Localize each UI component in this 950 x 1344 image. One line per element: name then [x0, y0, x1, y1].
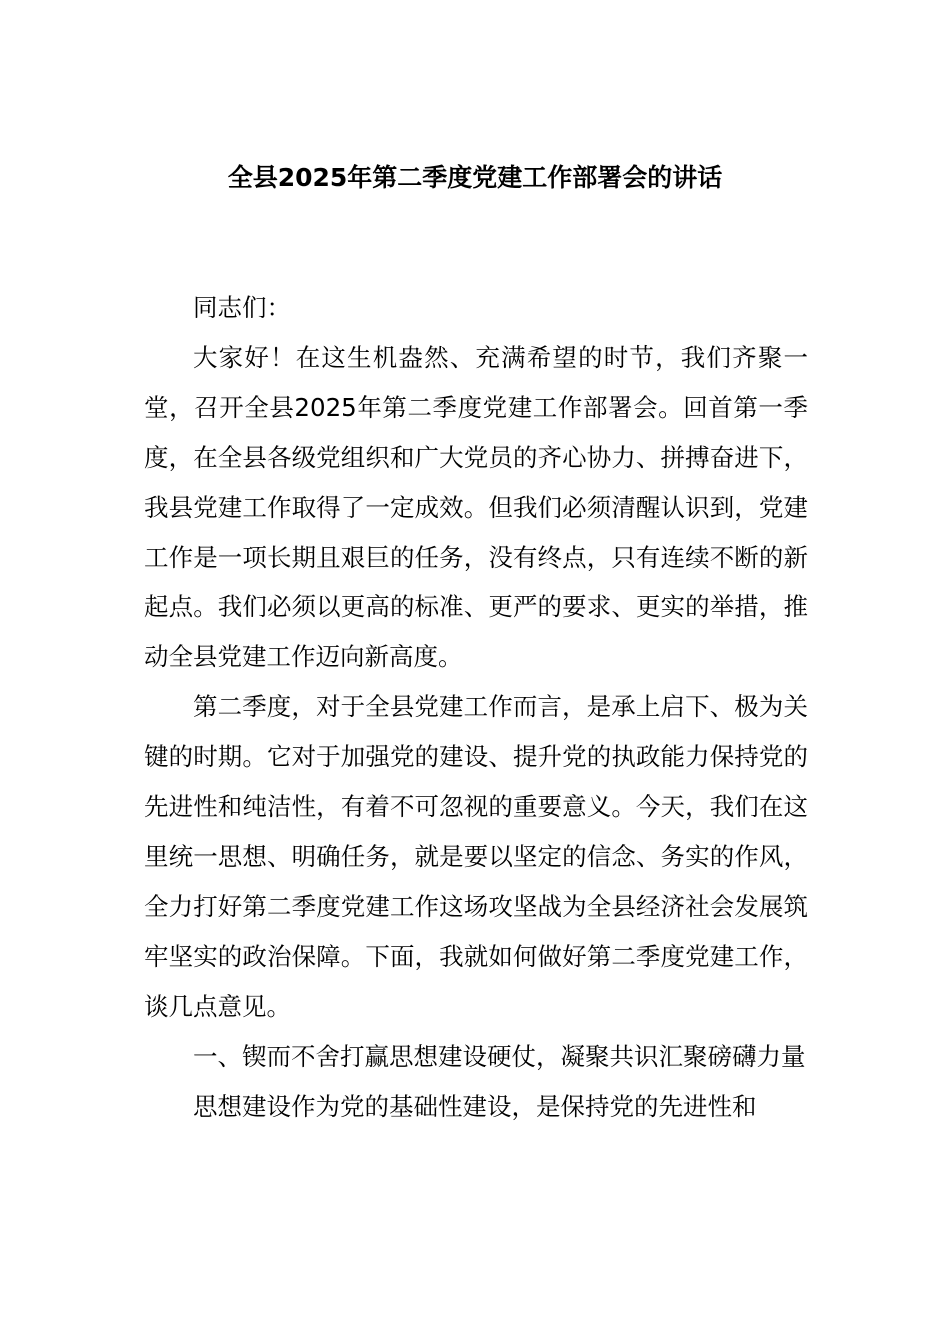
opening-paragraph: 大家好！在这生机盎然、充满希望的时节，我们齐聚一堂，召开全县2025年第二季度党建工作部署会。回首第一季度，在全县各级党组织和广大党员的齐心协力、拼搏奋进下，我县党建工作取得了一定成效。但我们必须清醒认识到，党建工作是一项长期且艰巨的任务，没有终点，只有连续不断的新起点。我们必须以更高的标准、更严的要求、更实的举措，推动全县党建工作迈向新高度。 [144, 342, 808, 672]
section-heading-1: 一、锲而不舍打赢思想建设硬仗，凝聚共识汇聚磅礴力量 [193, 1041, 806, 1071]
context-paragraph: 第二季度，对于全县党建工作而言，是承上启下、极为关键的时期。它对于加强党的建设、提升党的执政能力保持党的先进性和纯洁性，有着不可忽视的重要意义。今天，我们在这里统一思想、明确任务，就是要以坚定的信念、务实的作风，全力打好第二季度党建工作这场攻坚战为全县经济社会发展筑牢坚实的政治保障。下面，我就如何做好第二季度党建工作，谈几点意见。 [144, 692, 808, 1021]
document-title: 全县2025年第二季度党建工作部署会的讲话 [227, 163, 723, 192]
salutation-paragraph: 同志们： [193, 293, 291, 322]
section-1-paragraph: 思想建设作为党的基础性建设，是保持党的先进性和 [193, 1091, 757, 1121]
document-body [144, 283, 808, 1131]
